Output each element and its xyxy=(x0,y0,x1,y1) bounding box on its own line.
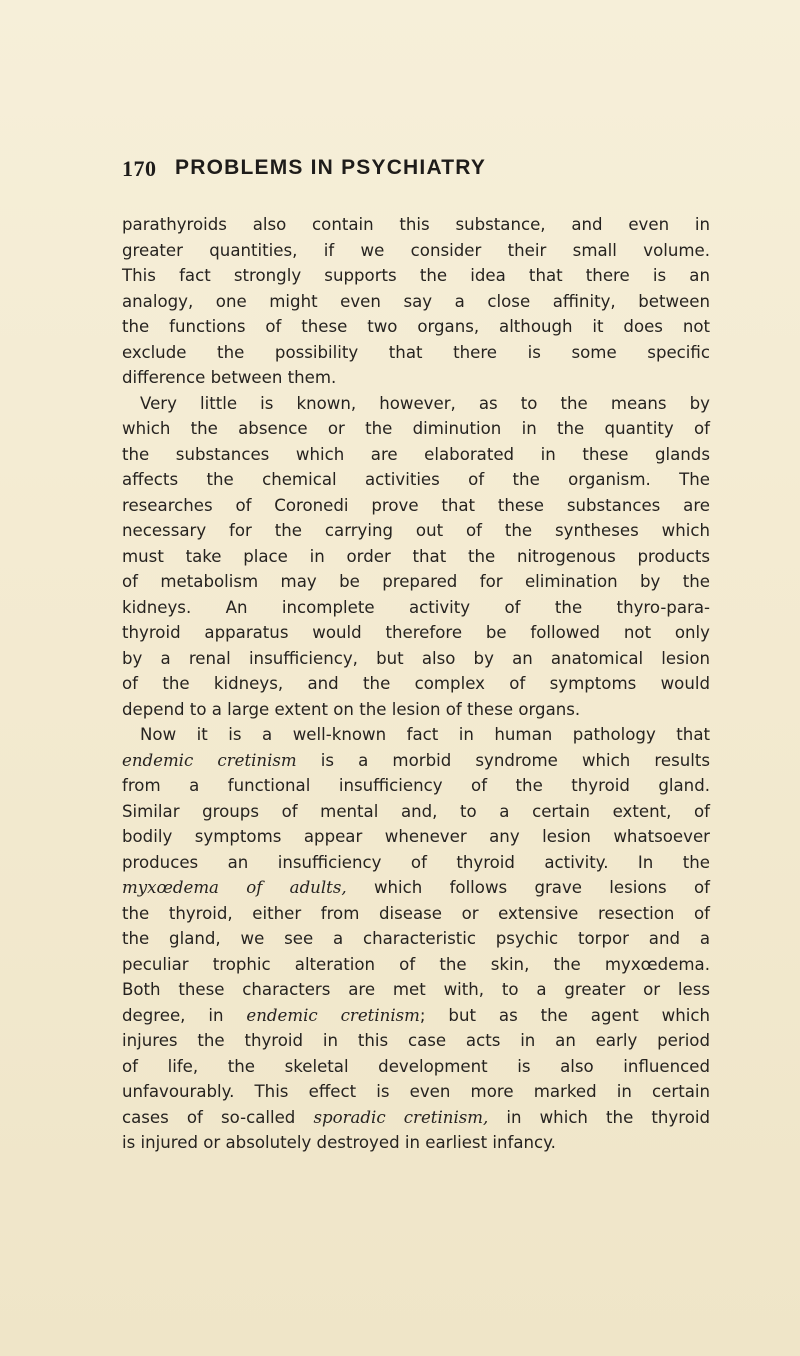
italic-term: myxœdema of adults, xyxy=(122,878,347,897)
text-line: of life, the skeletal development is also influenced xyxy=(122,1056,710,1076)
text-run: cases of so-called xyxy=(122,1107,314,1127)
text-run: degree, in xyxy=(122,1005,247,1025)
text-run: ; but as the agent which xyxy=(419,1005,711,1025)
page-number: 170 xyxy=(122,156,157,181)
text-line: greater quantities, if we consider their small volume. xyxy=(122,240,710,260)
text-line: kidneys. An incomplete activity of the thyro-para- xyxy=(122,597,710,617)
text-line: bodily symptoms appear whenever any lesion whatsoever xyxy=(122,827,710,846)
italic-term: endemic cretinism xyxy=(246,1005,420,1025)
text-line: affects the chemical activities of the organism. The xyxy=(122,470,710,489)
text-line: peculiar trophic alteration of the skin, the myxœdema. xyxy=(122,954,710,974)
text-line: difference between them. xyxy=(122,368,337,387)
text-line: of the kidneys, and the complex of symptoms would xyxy=(122,674,710,693)
text-line: parathyroids also contain this substance, and even in xyxy=(122,215,710,234)
text-run: is a morbid syndrome which results xyxy=(296,750,710,770)
text-line: researches of Coronedi prove that these substances are xyxy=(122,495,710,515)
body-text xyxy=(122,212,710,1156)
text-line: produces an insufficiency of thyroid activity. In the xyxy=(122,852,710,872)
text-line: the gland, we see a characteristic psychic torpor and a xyxy=(122,929,710,948)
text-line: Similar groups of mental and, to a certain extent, of xyxy=(122,801,710,821)
text-line: by a renal insufficiency, but also by an anatomical lesion xyxy=(122,648,710,668)
text-line: Very little is known, however, as to the means by xyxy=(140,393,710,413)
italic-term: endemic cretinism xyxy=(122,750,297,770)
page-header xyxy=(122,156,602,190)
text-line xyxy=(122,1003,710,1029)
text-line: Now it is a well-known fact in human pathology that xyxy=(140,725,710,744)
text-line: from a functional insufficiency of the thyroid gland. xyxy=(122,776,710,795)
text-line: This fact strongly supports the idea that there is an xyxy=(122,266,710,285)
text-line: must take place in order that the nitrogenous products xyxy=(122,546,710,566)
text-line: the thyroid, either from disease or extensive resection of xyxy=(122,903,710,923)
running-head: PROBLEMS IN PSYCHIATRY xyxy=(175,156,487,179)
text-line: is injured or absolutely destroyed in earliest infancy. xyxy=(122,1133,556,1152)
text-run: in which the thyroid xyxy=(488,1107,710,1127)
text-line: the functions of these two organs, although it does not xyxy=(122,317,710,336)
text-line: unfavourably. This effect is even more marked in certain xyxy=(122,1082,710,1101)
text-line: thyroid apparatus would therefore be followed not only xyxy=(122,623,710,642)
text-line xyxy=(122,875,710,901)
text-line: necessary for the carrying out of the syntheses which xyxy=(122,521,710,540)
text-line: depend to a large extent on the lesion of these organs. xyxy=(122,699,581,719)
text-line xyxy=(122,748,710,774)
italic-term: sporadic cretinism, xyxy=(313,1107,489,1127)
text-line: Both these characters are met with, to a greater or less xyxy=(122,980,710,999)
text-line xyxy=(122,1105,710,1131)
text-run: which follows grave lesions of xyxy=(346,878,710,897)
text-line: exclude the possibility that there is some specific xyxy=(122,342,710,362)
text-line: injures the thyroid in this case acts in an early period xyxy=(122,1031,710,1050)
text-line: analogy, one might even say a close affinity, between xyxy=(122,291,710,311)
text-line: which the absence or the diminution in the quantity of xyxy=(122,419,710,438)
text-line: of metabolism may be prepared for elimination by the xyxy=(122,572,710,591)
text-line: the substances which are elaborated in these glands xyxy=(122,444,710,464)
